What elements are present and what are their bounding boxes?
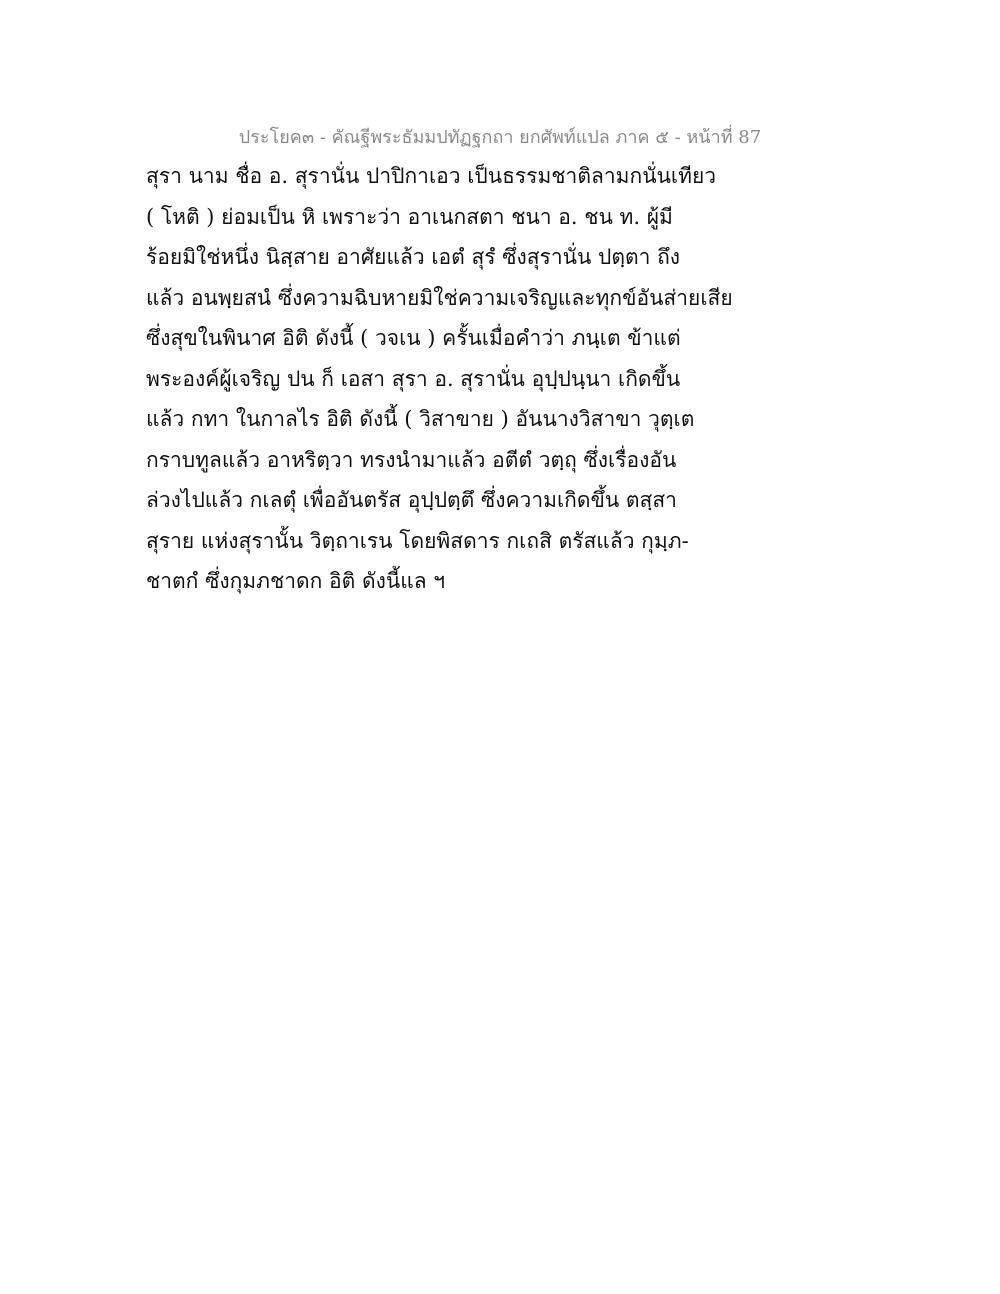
- text-line: ร้อยมิใช่หนึ่ง นิสฺสาย อาศัยแล้ว เอตํ สุรํ ซึ่งสุรานั่น ปตฺตา ถึง: [146, 245, 681, 269]
- text-line: สุรา นาม ชื่อ อ. สุรานั่น ปาปิกาเอว เป็นธรรมชาติลามกนั่นเทียว: [146, 164, 717, 188]
- text-line: กราบทูลแล้ว อาหริตฺวา ทรงนำมาแล้ว อตีตํ วตฺถุ ซึ่งเรื่องอัน: [146, 447, 677, 472]
- text-line: แล้ว กทา ในกาลไร อิติ ดังนี้ ( วิสาขาย ) อันนางวิสาขา วุตฺเต: [146, 407, 695, 431]
- text-line: สุราย แห่งสุรานั้น วิตฺถาเรน โดยพิสดาร กเถสิ ตรัสแล้ว กุมฺภ-: [146, 528, 689, 553]
- running-header: ประโยค๓ - คัณฐีพระธัมมปทัฏฐกถา ยกศัพท์แปล ภาค ๕ - หน้าที่ 87: [238, 127, 762, 148]
- text-line: ( โหติ ) ย่อมเป็น หิ เพราะว่า อาเนกสตา ชนา อ. ชน ท. ผู้มี: [146, 204, 673, 229]
- text-line: พระองค์ผู้เจริญ ปน ก็ เอสา สุรา อ. สุรานั่น อุปฺปนฺนา เกิดขึ้น: [146, 366, 681, 391]
- text-line: แล้ว อนพฺยสนํ ซึ่งความฉิบหายมิใช่ความเจริญและทุกข์อันส่ายเสีย: [146, 285, 733, 310]
- text-line: ชาตกํ ซึ่งกุมภชาดก อิติ ดังนี้แล ฯ: [146, 569, 446, 593]
- text-line: ซึ่งสุขในพินาศ อิติ ดังนี้ ( วจเน ) ครั้นเมื่อคำว่า ภนฺเต ข้าแต่: [146, 326, 681, 350]
- body-paragraph: [146, 156, 733, 602]
- text-line: ล่วงไปแล้ว กเลตุํ เพื่ออันตรัส อุปฺปตฺตึ ซึ่งความเกิดขึ้น ตสฺสา: [146, 488, 677, 512]
